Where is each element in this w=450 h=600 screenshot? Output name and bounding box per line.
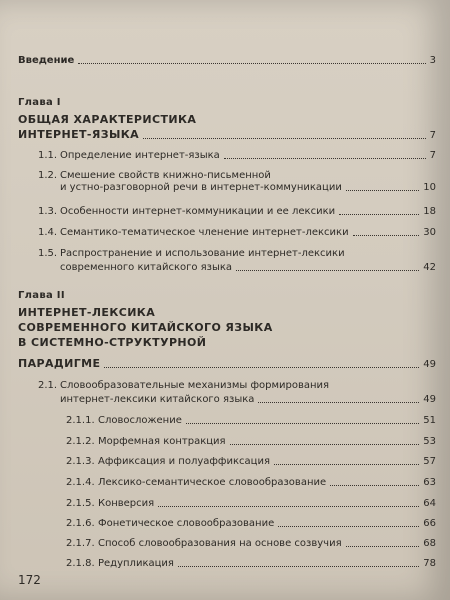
subsection-page: 53 — [423, 436, 436, 447]
chapter2-title-line2: СОВРЕМЕННОГО КИТАЙСКОГО ЯЗЫКА — [18, 321, 273, 334]
toc-entry-2-1 — [38, 380, 329, 392]
subsection-number: 2.1.3. — [66, 456, 95, 467]
chapter2-title-row — [18, 357, 436, 371]
chapter1-title-line2: ИНТЕРНЕТ-ЯЗЫКА — [18, 128, 140, 141]
section-page: 18 — [423, 206, 436, 217]
leader-dots — [230, 444, 420, 445]
toc-entry-2-1-cont — [60, 394, 436, 406]
leader-dots — [104, 367, 419, 368]
section-page: 7 — [429, 150, 436, 161]
subsection-page: 64 — [423, 498, 436, 509]
subsection-title: Морфемная контракция — [98, 436, 226, 447]
subsection-title: Аффиксация и полуаффиксация — [98, 456, 270, 467]
section-title: Семантико-тематическое членение интернет-лексики — [60, 227, 349, 238]
toc-entry-1-4 — [38, 227, 436, 239]
subsection-title: Способ словообразования на основе созвучия — [98, 538, 342, 549]
toc-entry-2-1-6 — [66, 518, 436, 530]
leader-dots — [339, 214, 419, 215]
subsection-page: 78 — [423, 558, 436, 569]
chapter2-label: Глава II — [18, 290, 65, 301]
leader-dots — [353, 235, 420, 236]
leader-dots — [236, 270, 419, 271]
subsection-number: 2.1.1. — [66, 415, 95, 426]
section-number: 1.1. — [38, 150, 58, 161]
leader-dots — [186, 423, 419, 424]
toc-entry-2-1-2 — [66, 436, 436, 448]
subsection-title: Лексико-семантическое словообразование — [98, 477, 327, 488]
section-title-line1: Словообразовательные механизмы формирования — [60, 380, 330, 391]
chapter2-title-line1: ИНТЕРНЕТ-ЛЕКСИКА — [18, 306, 156, 319]
leader-dots — [143, 138, 426, 139]
subsection-page: 68 — [423, 538, 436, 549]
leader-dots — [346, 546, 420, 547]
section-page: 49 — [423, 394, 436, 405]
toc-entry-intro — [18, 55, 436, 67]
leader-dots — [330, 485, 419, 486]
toc-entry-2-1-5 — [66, 498, 436, 510]
chapter1-label: Глава I — [18, 97, 61, 108]
toc-entry-2-1-1 — [66, 415, 436, 427]
subsection-title: Редупликация — [98, 558, 174, 569]
toc-entry-1-5-cont — [60, 262, 436, 274]
section-page: 42 — [423, 262, 436, 273]
section-number: 1.5. — [38, 248, 58, 259]
toc-entry-1-5 — [38, 248, 345, 260]
leader-dots — [258, 402, 419, 403]
chapter1-title-line1: ОБЩАЯ ХАРАКТЕРИСТИКА — [18, 113, 197, 126]
section-number: 1.3. — [38, 206, 58, 217]
subsection-page: 57 — [423, 456, 436, 467]
toc-entry-2-1-3 — [66, 456, 436, 468]
leader-dots — [178, 566, 419, 567]
subsection-page: 63 — [423, 477, 436, 488]
subsection-number: 2.1.8. — [66, 558, 95, 569]
chapter1-page: 7 — [429, 130, 436, 141]
section-title: Особенности интернет-коммуникации и ее лексики — [60, 206, 336, 217]
section-page: 10 — [423, 182, 436, 193]
section-number: 1.2. — [38, 170, 58, 181]
chapter2-page: 49 — [423, 359, 436, 370]
section-number: 1.4. — [38, 227, 58, 238]
chapter2-title-line4: ПАРАДИГМЕ — [18, 357, 101, 370]
chapter2-title-line3: В СИСТЕМНО-СТРУКТУРНОЙ — [18, 336, 207, 349]
subsection-page: 66 — [423, 518, 436, 529]
leader-dots — [158, 506, 419, 507]
page-number: 172 — [18, 573, 41, 587]
subsection-title: Фонетическое словообразование — [98, 518, 275, 529]
subsection-title: Конверсия — [98, 498, 155, 509]
section-title-line2: интернет-лексики китайского языка — [60, 394, 255, 405]
intro-page: 3 — [429, 55, 436, 66]
subsection-number: 2.1.2. — [66, 436, 95, 447]
subsection-number: 2.1.5. — [66, 498, 95, 509]
toc-entry-1-3 — [38, 206, 436, 218]
toc-entry-1-1 — [38, 150, 436, 162]
intro-label: Введение — [18, 55, 75, 66]
toc-entry-2-1-4 — [66, 477, 436, 489]
toc-entry-1-2-cont — [60, 182, 436, 194]
leader-dots — [278, 526, 419, 527]
toc-entry-2-1-8 — [66, 558, 436, 570]
section-title-line2: и устно-разговорной речи в интернет-коммуникации — [60, 182, 342, 193]
leader-dots — [224, 158, 426, 159]
subsection-number: 2.1.7. — [66, 538, 95, 549]
leader-dots — [78, 63, 425, 64]
section-title-line1: Распространение и использование интернет-лексики — [60, 248, 345, 259]
section-number: 2.1. — [38, 380, 58, 391]
subsection-title: Словосложение — [98, 415, 182, 426]
leader-dots — [274, 464, 419, 465]
section-page: 30 — [423, 227, 436, 238]
subsection-page: 51 — [423, 415, 436, 426]
section-title: Определение интернет-языка — [60, 150, 220, 161]
section-title-line1: Смешение свойств книжно-письменной — [60, 170, 271, 181]
toc-entry-2-1-7 — [66, 538, 436, 550]
subsection-number: 2.1.6. — [66, 518, 95, 529]
toc-entry-1-2 — [38, 170, 271, 182]
subsection-number: 2.1.4. — [66, 477, 95, 488]
chapter1-title-row — [18, 128, 436, 142]
leader-dots — [346, 190, 419, 191]
section-title-line2: современного китайского языка — [60, 262, 233, 273]
